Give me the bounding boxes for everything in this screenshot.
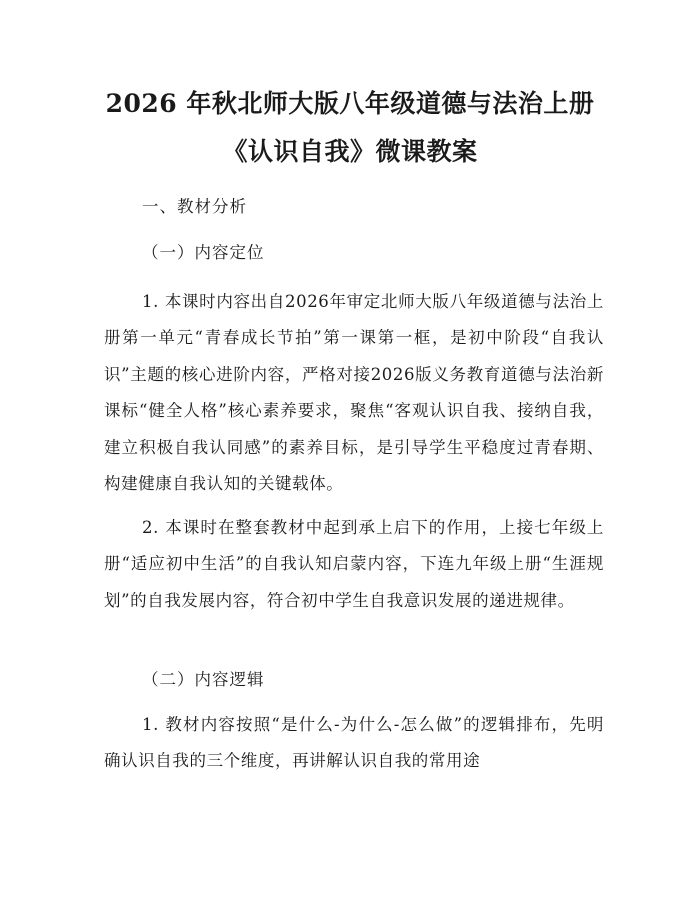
subsection-heading-content-logic: （二）内容逻辑 — [142, 670, 265, 689]
paragraph-content-logic: 1. 教材内容按照“是什么-为什么-怎么做”的逻辑排布，先明确认识自我的三个维度，再讲解认识自我的常用途 — [104, 715, 604, 771]
paragraph-textbook-role: 2. 本课时在整套教材中起到承上启下的作用，上接七年级上册“适应初中生活”的自我认知启蒙内容，下连九年级上册“生涯规划”的自我发展内容，符合初中学生自我意识发展的递进规律。 — [104, 518, 604, 610]
document-title-line-2: 《认识自我》微课教案 — [222, 137, 478, 166]
paragraph-content-source: 1. 本课时内容出自2026年审定北师大版八年级道德与法治上册第一单元“青春成长节拍”第一课第一框，是初中阶段“自我认识”主题的核心进阶内容，严格对接2026版义务教育道德与法治新课标“健全人格”核心素养要求，聚焦“客观认识自我、接纳自我，建立积极自我认同感”的素养目标，是引导学生平稳度过青春期、构建健康自我认知的关键载体。 — [104, 292, 604, 494]
section-heading-textbook-analysis: 一、教材分析 — [142, 197, 247, 216]
subsection-heading-content-positioning: （一）内容定位 — [142, 243, 265, 262]
document-title-line-1: 2026 年秋北师大版八年级道德与法治上册 — [105, 89, 595, 118]
